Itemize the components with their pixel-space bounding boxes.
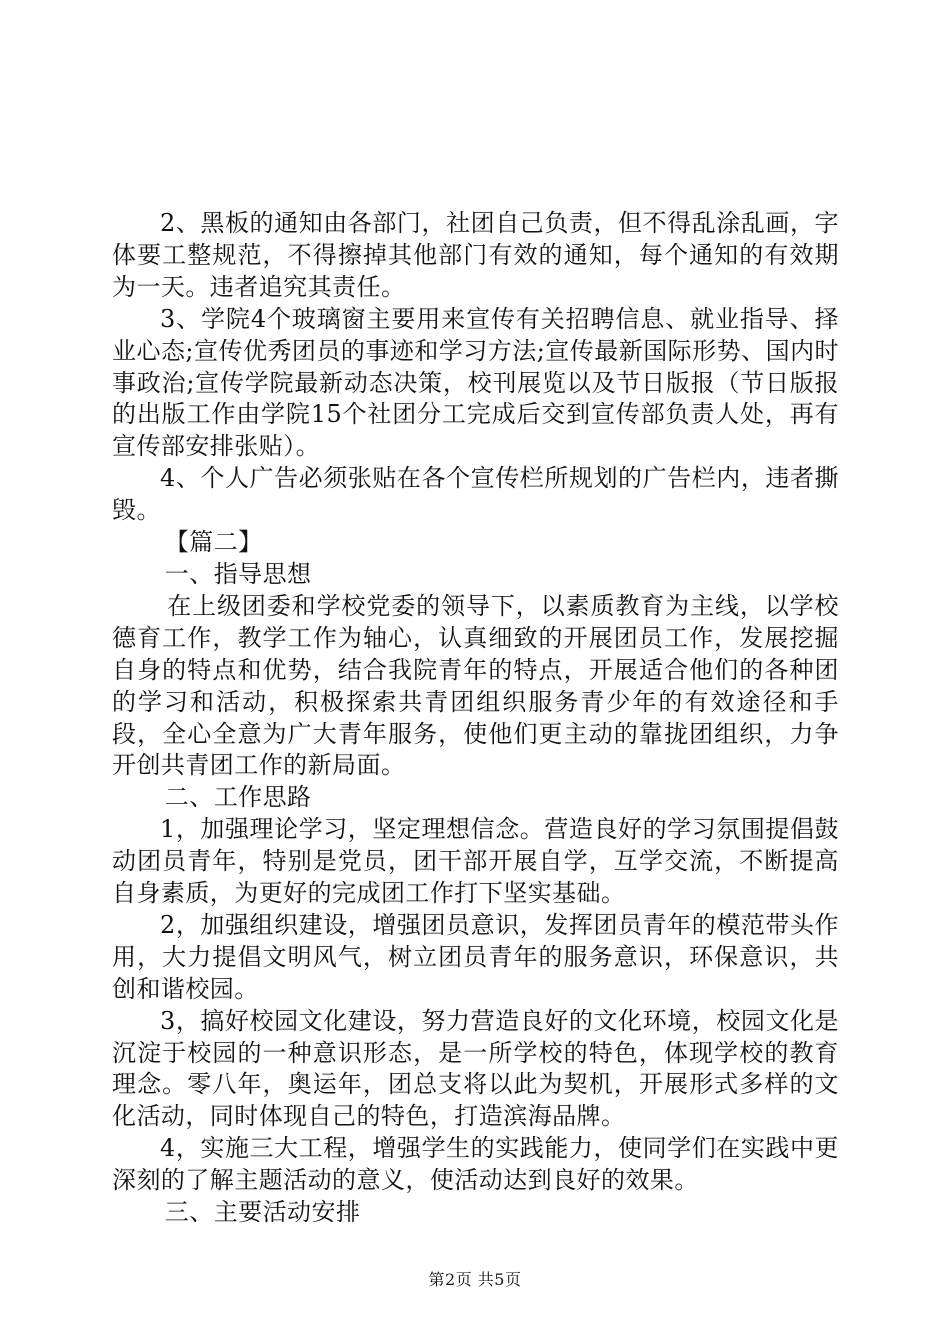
paragraph-campus-culture: 3，搞好校园文化建设，努力营造良好的文化环境，校园文化是沉淀于校园的一种意识形态，是一所学校的特色，体现学校的教育理念。零八年，奥运年，团总支将以此为契机，开展形式多样的文化活动，同时体现自己的特色，打造滨海品牌。 xyxy=(112,1006,839,1131)
heading-main-activities: 三、主要活动安排 xyxy=(164,1198,361,1227)
paragraph-three-projects: 4，实施三大工程，增强学生的实践能力，使同学们在实践中更深刻的了解主题活动的意义，使活动达到良好的效果。 xyxy=(112,1134,839,1195)
document-body xyxy=(112,208,839,1229)
paragraph-personal-ads: 4、个人广告必须张贴在各个宣传栏所规划的广告栏内，违者撕毁。 xyxy=(112,464,839,525)
paragraph-theory-study: 1，加强理论学习，坚定理想信念。营造良好的学习氛围提倡鼓动团员青年，特别是党员，团干部开展自学，互学交流，不断提高自身素质，为更好的完成团工作打下坚实基础。 xyxy=(112,815,839,908)
heading-guiding-ideology: 一、指导思想 xyxy=(164,559,312,588)
heading-work-approach: 二、工作思路 xyxy=(164,783,312,812)
page-number-footer: 第2页 共5页 xyxy=(428,1270,522,1289)
paragraph-guiding-ideology: 在上级团委和学校党委的领导下，以素质教育为主线，以学校德育工作，教学工作为轴心，认真细致的开展团员工作，发展挖掘自身的特点和优势，结合我院青年的特点，开展适合他们的各种团的学习和活动，积极探索共青团组织服务青少年的有效途径和手段，全心全意为广大青年服务，使他们更主动的靠拢团组织，力争开创共青团工作的新局面。 xyxy=(112,591,839,780)
paragraph-glass-windows: 3、学院4个玻璃窗主要用来宣传有关招聘信息、就业指导、择业心态;宣传优秀团员的事迹和学习方法;宣传最新国际形势、国内时事政治;宣传学院最新动态决策，校刊展览以及节日版报（节日版报的出版工作由学院15个社团分工完成后交到宣传部负责人处，再有宣传部安排张贴）。 xyxy=(112,304,839,461)
paragraph-blackboard-notice: 2、黑板的通知由各部门，社团自己负责，但不得乱涂乱画，字体要工整规范，不得擦掉其他部门有效的通知，每个通知的有效期为一天。违者追究其责任。 xyxy=(112,209,839,301)
paragraph-organization-building: 2，加强组织建设，增强团员意识，发挥团员青年的模范带头作用，大力提倡文明风气，树立团员青年的服务意识，环保意识，共创和谐校园。 xyxy=(112,910,839,1003)
section-heading-part-two: 【篇二】 xyxy=(164,528,263,557)
